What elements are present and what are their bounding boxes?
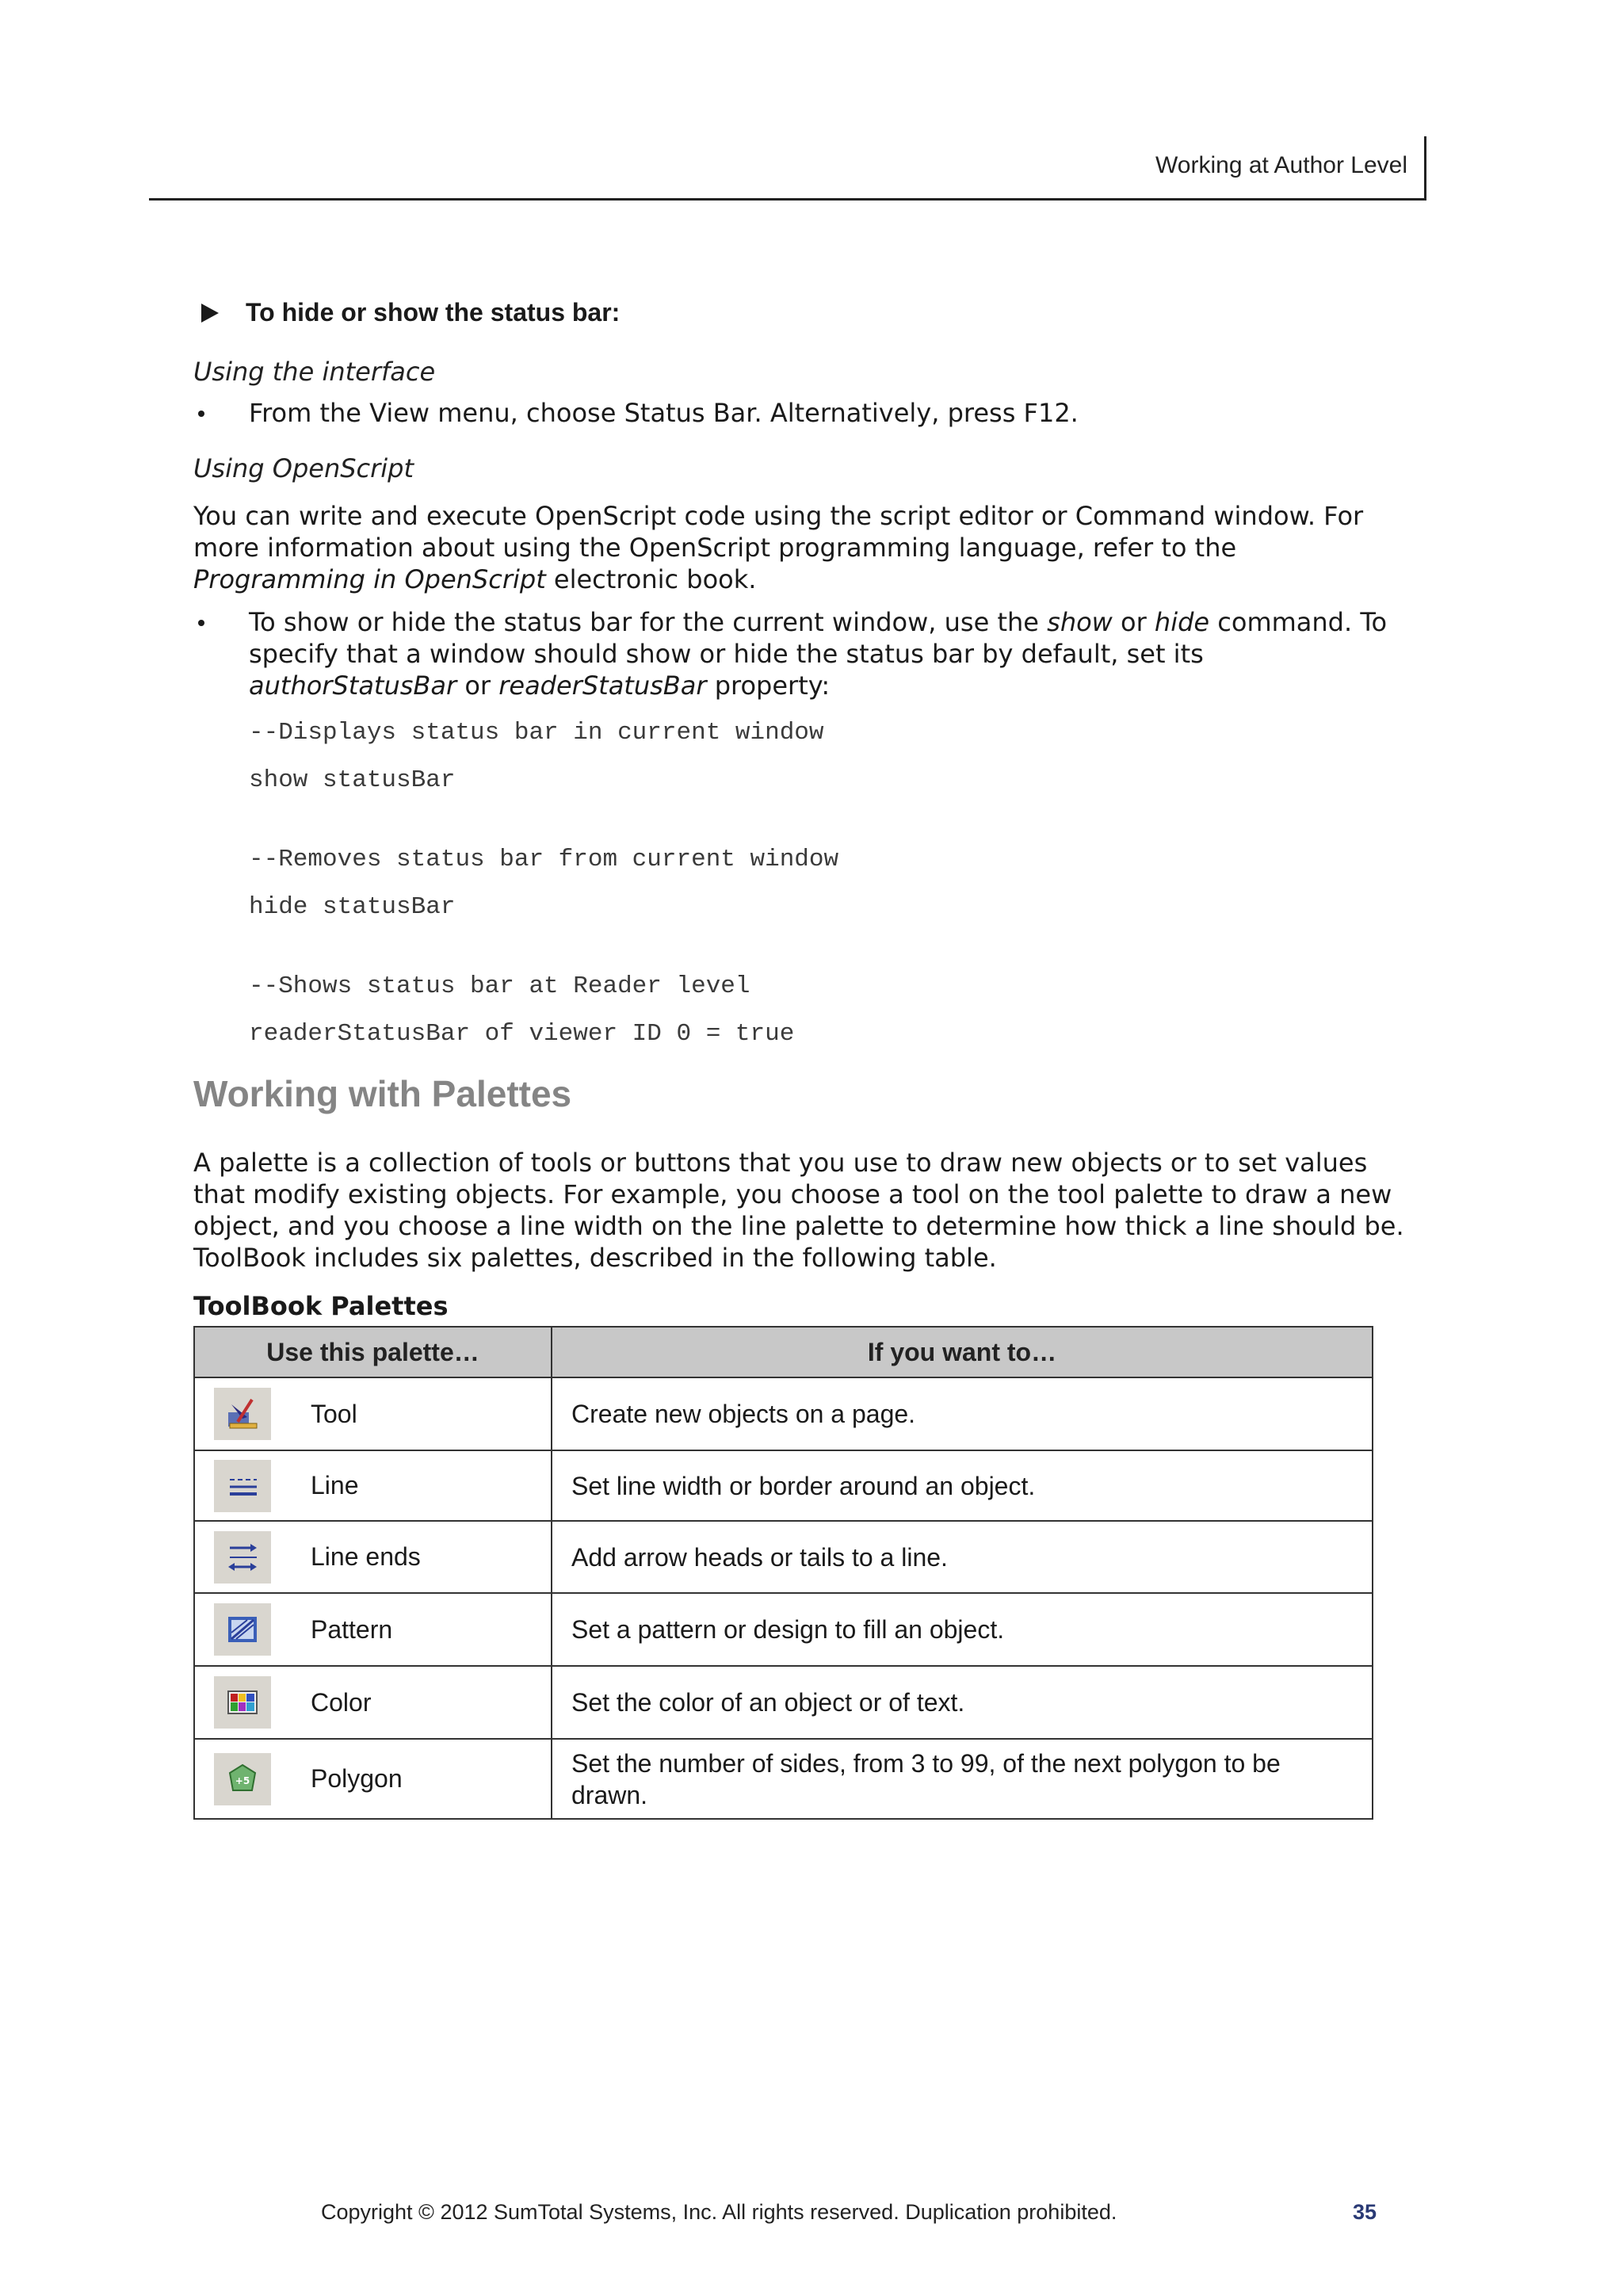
palette-name: Tool [311,1399,357,1428]
book-title: Programming in OpenScript [193,564,546,594]
line-palette-icon [214,1460,271,1512]
bullet-text: property: [706,670,831,701]
palette-name: Polygon [311,1764,403,1793]
bullet-icon [198,411,204,417]
procedure-title [193,298,1406,327]
pattern-palette-icon [214,1603,271,1656]
interface-bullet [193,397,1406,429]
palette-name: Color [311,1687,372,1717]
palette-description: Set the number of sides, from 3 to 99, of the next polygon to be drawn. [552,1739,1373,1819]
bullet-text: or [456,670,499,701]
table-row [194,1739,1373,1819]
openscript-para-text: You can write and execute OpenScript code using the script editor or Command window. For more information about using the OpenScript programming language, refer to the [193,501,1364,563]
code-line: --Removes status bar from current window [249,846,839,873]
color-palette-icon [214,1676,271,1729]
interface-heading: Using the interface [193,357,436,387]
tool-palette-icon [214,1388,271,1440]
bullet-text: To show or hide the status bar for the current window, use the [249,607,1048,637]
page-content [193,293,1406,1820]
code-line: show statusBar [249,766,456,794]
table-caption: ToolBook Palettes [193,1291,449,1321]
footer-copyright: Copyright © 2012 SumTotal Systems, Inc. All rights reserved. Duplication prohibited. [321,2200,1117,2224]
column-header-palette: Use this palette… [194,1327,552,1377]
svg-text:+5: +5 [235,1775,250,1786]
page-header [149,133,1426,201]
openscript-heading: Using OpenScript [193,453,414,483]
code-block [193,717,1406,1050]
procedure-arrow-icon [201,304,219,323]
show-command: show [1047,607,1113,637]
code-line: --Displays status bar in current window [249,719,824,747]
palette-description: Set a pattern or design to fill an object. [552,1593,1373,1666]
header-divider [1424,136,1426,198]
openscript-paragraph [193,500,1406,595]
palette-description: Create new objects on a page. [552,1377,1373,1450]
section-title: Working with Palettes [193,1073,572,1114]
table-row [194,1593,1373,1666]
header-title: Working at Author Level [1155,152,1407,178]
reader-status-bar-property: readerStatusBar [498,670,707,701]
code-line: readerStatusBar of viewer ID 0 = true [249,1020,795,1048]
bullet-text: command. To specify that a window should show or hide the status bar by default, set its [249,607,1388,669]
line-ends-palette-icon [214,1531,271,1584]
table-header-row [194,1327,1373,1377]
page-number: 35 [1353,2200,1377,2224]
palette-name: Line ends [311,1542,421,1571]
polygon-palette-icon [214,1753,271,1805]
palette-description: Set the color of an object or of text. [552,1666,1373,1739]
procedure-title-text: To hide or show the status bar: [246,298,621,327]
openscript-bullet [193,606,1406,701]
palette-description: Add arrow heads or tails to a line. [552,1521,1373,1593]
code-line: hide statusBar [249,893,456,921]
palette-description: Set line width or border around an object. [552,1450,1373,1521]
table-row [194,1666,1373,1739]
table-row [194,1521,1373,1593]
code-line: --Shows status bar at Reader level [249,972,750,1000]
section-intro: A palette is a collection of tools or buttons that you use to draw new objects or to set values that modify existing objects. For example, you choose a tool on the tool palette to draw a new object, and you choose a line width on the line palette to determine how thick a line should be. ToolBook includes six palettes, described in the following table. [193,1148,1404,1273]
palettes-table [193,1326,1373,1820]
table-row [194,1450,1373,1521]
column-header-purpose: If you want to… [552,1327,1373,1377]
author-status-bar-property: authorStatusBar [249,670,457,701]
palette-name: Pattern [311,1614,393,1644]
table-row [194,1377,1373,1450]
interface-bullet-text: From the View menu, choose Status Bar. Alternatively, press F12. [249,398,1079,428]
palette-name: Line [311,1471,359,1499]
openscript-para-text-end: electronic book. [545,564,757,594]
hide-command: hide [1154,607,1210,637]
bullet-text: or [1112,607,1155,637]
bullet-icon [198,620,204,626]
